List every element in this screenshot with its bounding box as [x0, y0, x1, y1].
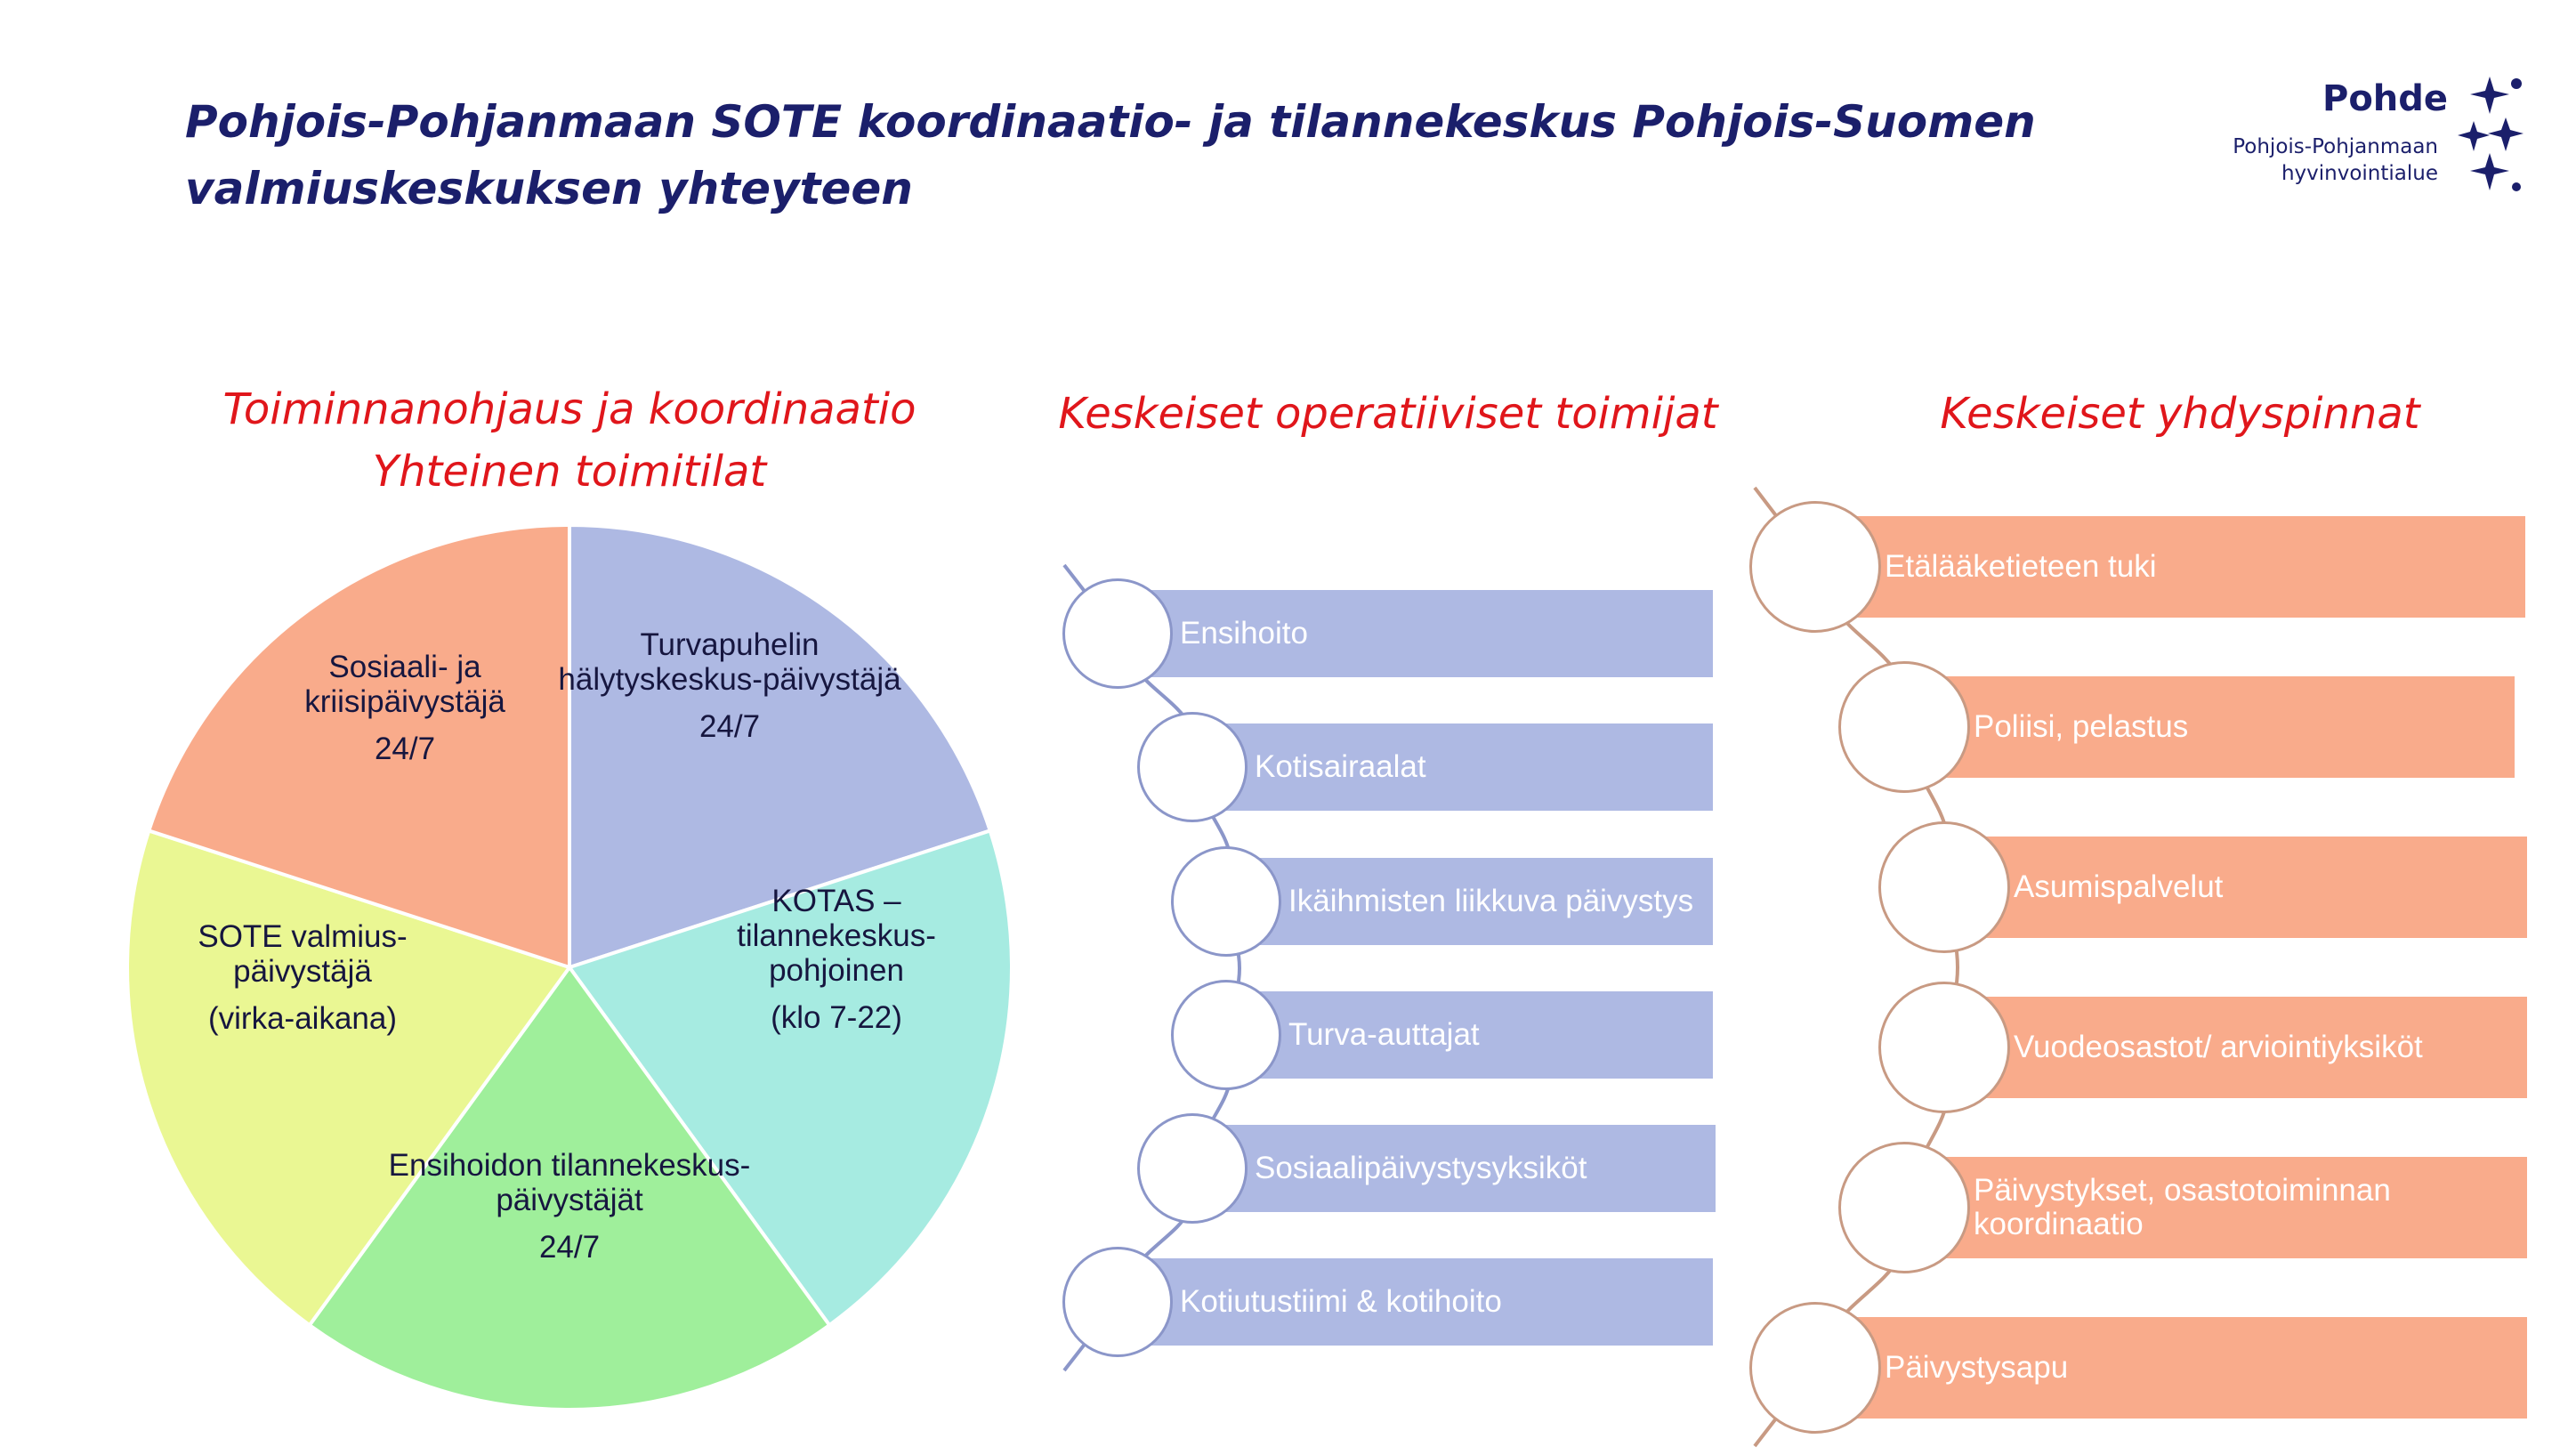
operative-item-label: Sosiaalipäivystysyksiköt [1255, 1151, 1587, 1185]
operative-item-label: Ensihoito [1180, 616, 1308, 651]
pie-slice-hours: 24/7 [538, 1229, 601, 1265]
operative-item [1226, 858, 1713, 945]
section-heading-coordination-line1: Toiminnanohjaus ja koordinaatio [222, 384, 917, 434]
operative-item [1118, 590, 1713, 677]
logo-subtitle-line2: hyvinvointialue [2281, 162, 2438, 185]
section-heading-coordination-line2: Yhteinen toimitilat [372, 447, 767, 497]
logo-name: Pohde [2322, 78, 2449, 119]
pie-slice-label [552, 627, 908, 744]
operative-item-label: Kotiutustiimi & kotihoito [1180, 1284, 1502, 1319]
operative-item [1118, 1258, 1713, 1346]
pie-slice-label [676, 884, 997, 1035]
operative-item-circle [1171, 846, 1281, 957]
interface-item-circle [1838, 1142, 1970, 1273]
pie-slice-title: KOTAS – tilannekeskus-pohjoinen [737, 884, 936, 988]
pie-slice-label [258, 650, 552, 766]
interface-item [1944, 837, 2527, 938]
pie-slice-label [142, 919, 463, 1036]
interface-item-label: Päivystykset, osastotoiminnan koordinaatio [1974, 1173, 2391, 1241]
interface-item [1815, 1317, 2527, 1419]
operative-item [1192, 1125, 1716, 1212]
interface-item-label: Poliisi, pelastus [1974, 709, 2189, 744]
interface-item-label: Päivystysapu [1885, 1350, 2069, 1385]
operative-item-label: Turva-auttajat [1288, 1017, 1480, 1052]
interface-item-label: Asumispalvelut [2014, 869, 2224, 904]
interface-item-circle [1838, 661, 1970, 793]
operative-item-circle [1062, 1247, 1173, 1357]
operative-item [1226, 991, 1713, 1079]
page-title: Pohjois-Pohjanmaan SOTE koordinaatio- ja tilannekeskus Pohjois-Suomen valmiuskeskuksen yhteyteen [185, 96, 2036, 214]
operative-item-label: Kotisairaalat [1255, 749, 1426, 784]
interface-item-circle [1749, 501, 1881, 633]
operative-connector-line [1064, 565, 1240, 1370]
pie-slice-hours: (virka-aikana) [208, 1000, 397, 1036]
pie-slice-hours: 24/7 [374, 731, 436, 766]
pie-slice-title: SOTE valmius-päivystäjä [198, 918, 408, 989]
interface-item-label: Etälääketieteen tuki [1885, 549, 2157, 584]
logo-subtitle-line1: Pohjois-Pohjanmaan [2233, 135, 2438, 158]
interface-item-circle [1878, 982, 2010, 1113]
section-heading-operative: Keskeiset operatiiviset toimijat [1058, 389, 1718, 439]
operative-item [1192, 723, 1713, 811]
pie-slice-title: Ensihoidon tilannekeskus-päivystäjät [388, 1147, 751, 1217]
interface-item-circle [1878, 821, 2010, 953]
operative-item-circle [1137, 1113, 1248, 1224]
interface-item [1904, 1157, 2527, 1258]
pie-slice-title: Sosiaali- ja kriisipäivystäjä [304, 649, 505, 719]
interface-item-circle [1749, 1302, 1881, 1434]
pie-slice-hours: (klo 7-22) [771, 1000, 902, 1035]
operative-item-circle [1171, 980, 1281, 1090]
pie-slice-title: Turvapuhelin hälytyskeskus-päivystäjä [558, 626, 901, 697]
pie-slice-label [383, 1148, 756, 1265]
interface-item [1944, 997, 2527, 1098]
section-heading-interfaces: Keskeiset yhdyspinnat [1940, 389, 2420, 439]
pie-slice-hours: 24/7 [699, 708, 761, 744]
interface-item-label: Vuodeosastot/ arviointiyksiköt [2014, 1030, 2423, 1064]
operative-item-circle [1137, 712, 1248, 822]
operative-item-label: Ikäihmisten liikkuva päivystys [1288, 884, 1694, 918]
interface-connector-line [1755, 488, 1958, 1446]
interface-item [1904, 676, 2515, 778]
interface-item [1815, 516, 2525, 618]
operative-item-circle [1062, 578, 1173, 689]
